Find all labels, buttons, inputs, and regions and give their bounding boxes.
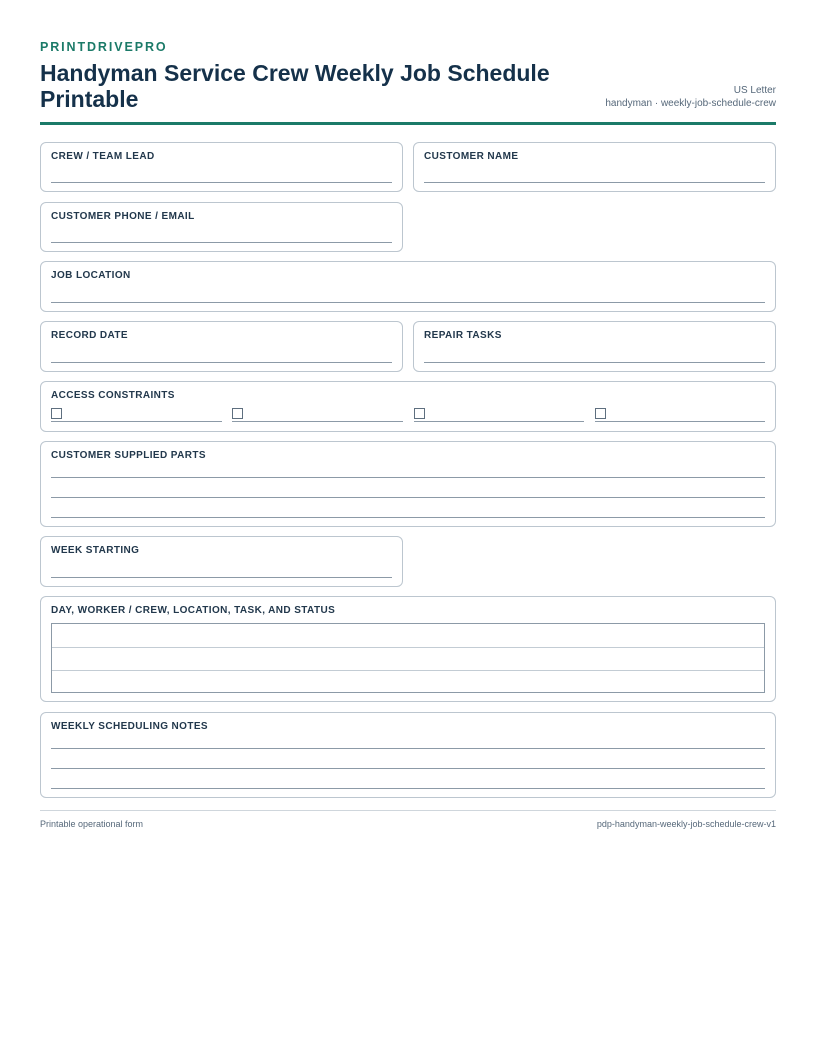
write-line[interactable] <box>51 748 765 749</box>
field-label: WEEKLY SCHEDULING NOTES <box>51 721 208 732</box>
customer-name-field[interactable] <box>413 142 776 192</box>
field-label: CUSTOMER SUPPLIED PARTS <box>51 450 206 461</box>
write-line[interactable] <box>51 362 392 363</box>
page-title: Handyman Service Crew Weekly Job Schedule Printable <box>40 60 550 112</box>
customer-supplied-parts-field[interactable] <box>40 441 776 527</box>
field-label: WEEK STARTING <box>51 545 140 556</box>
grid-row-divider <box>52 647 764 648</box>
field-label: CREW / TEAM LEAD <box>51 151 155 162</box>
write-line[interactable] <box>51 302 765 303</box>
page-meta <box>605 84 776 110</box>
checkbox[interactable] <box>51 408 62 419</box>
field-label: REPAIR TASKS <box>424 330 502 341</box>
field-label: CUSTOMER PHONE / EMAIL <box>51 211 195 222</box>
header-rule <box>40 122 776 125</box>
constraint-option-4[interactable] <box>595 408 765 422</box>
checkbox[interactable] <box>595 408 606 419</box>
footer-rule <box>40 810 776 811</box>
repair-tasks-field[interactable] <box>413 321 776 372</box>
write-line[interactable] <box>51 517 765 518</box>
customer-phone-email-field[interactable] <box>40 202 403 252</box>
access-constraints-field <box>40 381 776 432</box>
write-line[interactable] <box>51 497 765 498</box>
checkbox[interactable] <box>232 408 243 419</box>
field-label: RECORD DATE <box>51 330 128 341</box>
paper-size: US Letter <box>733 85 776 96</box>
crew-team-lead-field[interactable] <box>40 142 403 192</box>
write-line[interactable] <box>51 477 765 478</box>
write-line[interactable] <box>51 768 765 769</box>
write-line[interactable] <box>595 421 765 422</box>
schedule-grid[interactable] <box>51 623 765 693</box>
footer-form-type: Printable operational form <box>40 819 144 829</box>
footer-form-id: pdp-handyman-weekly-job-schedule-crew-v1 <box>596 819 776 829</box>
schedule-table-field <box>40 596 776 702</box>
constraint-option-2[interactable] <box>232 408 403 422</box>
write-line[interactable] <box>51 242 392 243</box>
field-label: DAY, WORKER / CREW, LOCATION, TASK, AND STATUS <box>51 605 336 616</box>
brand-name: PRINTDRIVEPRO <box>40 40 168 54</box>
checkbox[interactable] <box>414 408 425 419</box>
constraint-option-3[interactable] <box>414 408 584 422</box>
form-tags: handyman · weekly-job-schedule-crew <box>605 98 776 109</box>
write-line[interactable] <box>51 788 765 789</box>
write-line[interactable] <box>414 421 584 422</box>
write-line[interactable] <box>51 421 222 422</box>
field-label: ACCESS CONSTRAINTS <box>51 390 175 401</box>
constraint-option-1[interactable] <box>51 408 222 422</box>
write-line[interactable] <box>424 362 765 363</box>
write-line[interactable] <box>51 577 392 578</box>
record-date-field[interactable] <box>40 321 403 372</box>
grid-row-divider <box>52 670 764 671</box>
job-location-field[interactable] <box>40 261 776 312</box>
field-label: CUSTOMER NAME <box>424 151 519 162</box>
write-line[interactable] <box>232 421 403 422</box>
week-starting-field[interactable] <box>40 536 403 587</box>
write-line[interactable] <box>51 182 392 183</box>
weekly-notes-field[interactable] <box>40 712 776 798</box>
field-label: JOB LOCATION <box>51 270 131 281</box>
write-line[interactable] <box>424 182 765 183</box>
